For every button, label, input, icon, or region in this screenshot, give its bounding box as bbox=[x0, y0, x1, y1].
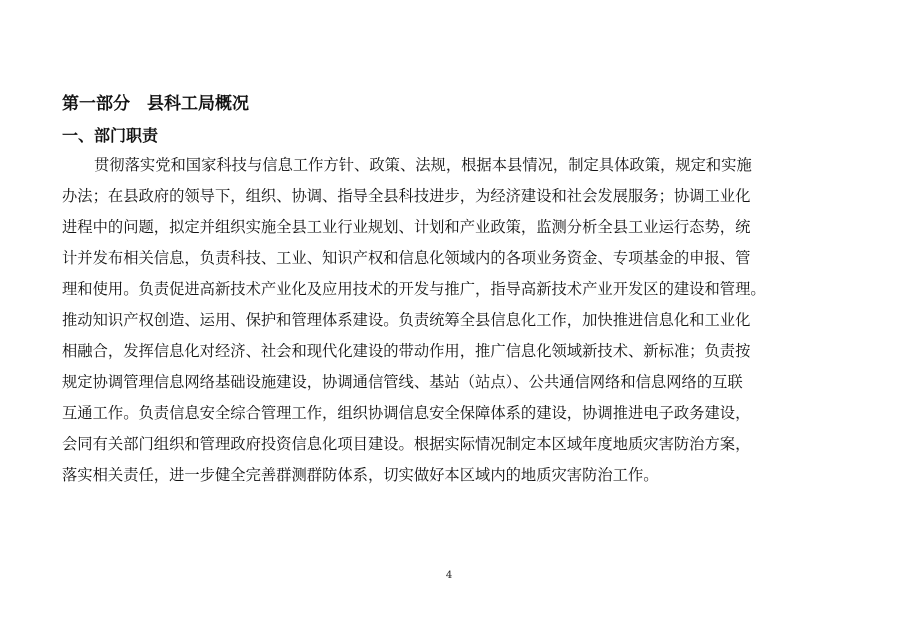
paragraph-line: 办法；在县政府的领导下，组织、协调、指导全县科技进步，为经济建设和社会发展服务；协调工业化 bbox=[62, 187, 751, 205]
paragraph-line: 贯彻落实党和国家科技与信息工作方针、政策、法规，根据本县情况，制定具体政策，规定和实施 bbox=[94, 156, 752, 174]
paragraph-line: 进程中的问题，拟定并组织实施全县工业行业规划、计划和产业政策，监测分析全县工业运行态势，统 bbox=[62, 218, 751, 236]
paragraph-line: 落实相关责任，进一步健全完善群测群防体系，切实做好本区域内的地质灾害防治工作。 bbox=[62, 466, 659, 484]
paragraph-line: 规定协调管理信息网络基础设施建设，协调通信管线、基站（站点）、公共通信网络和信息网络的互联 bbox=[62, 373, 743, 391]
paragraph-line: 互通工作。负责信息安全综合管理工作，组织协调信息安全保障体系的建设，协调推进电子政务建设， bbox=[62, 404, 751, 422]
paragraph-line: 推动知识产权创造、运用、保护和管理体系建设。负责统筹全县信息化工作，加快推进信息化和工业化 bbox=[62, 311, 751, 329]
paragraph-line: 会同有关部门组织和管理政府投资信息化项目建设。根据实际情况制定本区域年度地质灾害防治方案， bbox=[62, 435, 751, 453]
page-number: 4 bbox=[445, 570, 453, 581]
paragraph-line: 计并发布相关信息，负责科技、工业、知识产权和信息化领域内的各项业务资金、专项基金的申报、管 bbox=[62, 249, 751, 267]
body-paragraph bbox=[62, 150, 838, 491]
paragraph-line: 理和使用。负责促进高新技术产业化及应用技术的开发与推广，指导高新技术产业开发区的建设和管理。 bbox=[62, 280, 766, 298]
paragraph-line: 相融合，发挥信息化对经济、社会和现代化建设的带动作用，推广信息化领域新技术、新标准；负责按 bbox=[62, 342, 751, 360]
part-title: 第一部分 县科工局概况 bbox=[62, 94, 249, 114]
section-heading: 一、部门职责 bbox=[62, 126, 159, 145]
